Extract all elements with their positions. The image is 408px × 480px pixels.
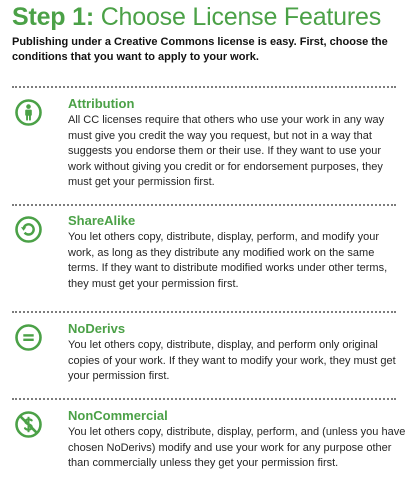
divider [12, 398, 396, 400]
feature-noderivs [12, 320, 408, 390]
feature-description: All CC licenses require that others who use your work in any way must give you credit the way you request, but not in a way that suggests you endorse them or their use. If they want to use your work without giving you credit or for endorsement purposes, they must get your permission first. [68, 114, 385, 188]
feature-name: Attribution [68, 96, 135, 111]
feature-sharealike [12, 212, 408, 302]
title-text: Choose License Features [100, 3, 381, 31]
noncommercial-dollar-icon [15, 411, 42, 438]
divider [12, 311, 396, 313]
feature-name: NonCommercial [68, 408, 168, 423]
feature-description: You let others copy, distribute, display, and perform only original copies of your work. If they want to modify your work, they must get your permission first. [68, 339, 396, 382]
attribution-person-icon [15, 99, 42, 126]
step-label: Step 1: [12, 3, 94, 31]
feature-description: You let others copy, distribute, display, perform, and modify your work, as long as they distribute any modified work on the same terms. If they want to distribute modified works under other terms, they must get your permission first. [68, 231, 388, 290]
page-title [12, 2, 381, 32]
feature-description: You let others copy, distribute, display, perform, and (unless you have chosen NoDerivs) modify and use your work for any purpose other than commercially unless they get your permission first. [68, 426, 406, 469]
divider [12, 86, 396, 88]
intro-text: Publishing under a Creative Commons license is easy. First, choose the conditions that you want to apply to your work. [12, 36, 388, 63]
feature-attribution [12, 95, 408, 195]
feature-name: ShareAlike [68, 213, 136, 228]
divider [12, 204, 396, 206]
sharealike-circular-arrow-icon [15, 216, 42, 243]
noderivs-equals-icon [15, 324, 42, 351]
feature-name: NoDerivs [68, 321, 126, 336]
feature-noncommercial [12, 407, 408, 479]
